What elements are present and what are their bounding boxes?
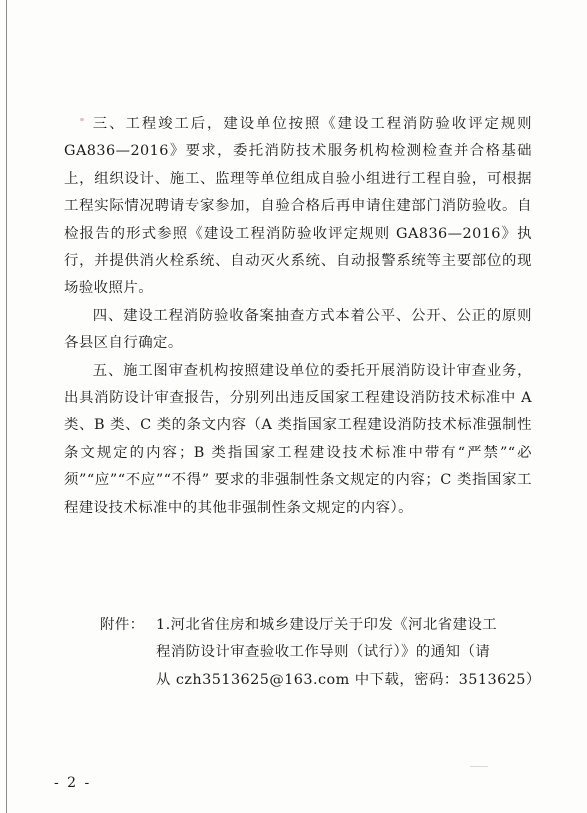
attachment-line <box>100 612 530 639</box>
page-number: - 2 - <box>54 775 92 791</box>
attachment-block <box>100 612 541 694</box>
attachment-line <box>100 667 541 694</box>
attachment-line <box>100 639 530 666</box>
attachment-label: 附件： <box>100 617 145 633</box>
body-text <box>64 111 532 522</box>
attachment-text: 从 czh3513625@163.com 中下载，密码：3513625） <box>156 671 541 688</box>
attachment-text: 程消防设计审查验收工作导则（试行）》的通知（请 <box>156 644 491 661</box>
paragraph-section-4: 四、建设工程消防验收备案抽查方式本着公平、公开、公正的原则各县区自行确定。 <box>64 307 532 352</box>
attachment-text: 1.河北省住房和城乡建设厅关于印发《河北省建设工 <box>156 617 498 633</box>
scan-edge-line <box>6 0 7 813</box>
paragraph-section-5: 五、施工图审查机构按照建设单位的委托开展消防设计审查业务，出具消防设计审查报告，分别列出违反国家工程建设消防技术标准中 A 类、B 类、C 类的条文内容（A 类指国家工程建设消防技术标准强制性条文规定的内容；B 类指国家工程建设技术标准中带有“严禁”“必须”“应”“不应”“不得” 要求的非强制性条文规定的内容；C 类指国家工程建设技术标准中的其他非强制性条文规定的内容）。 <box>64 362 532 516</box>
paragraph-section-3: 三、工程竣工后，建设单位按照《建设工程消防验收评定规则 GA836—2016》要求，委托消防技术服务机构检测检查并合格基础上，组织设计、施工、监理等单位组成自验小组进行工程自验，可根据工程实际情况聘请专家参加，自验合格后再申请住建部门消防验收。自检报告的形式参照《建设工程消防验收评定规则 GA836—2016》执行，并提供消火栓系统、自动灭火系统、自动报警系统等主要部位的现场验收照片。 <box>64 116 532 297</box>
scan-stain-mark <box>470 766 488 767</box>
